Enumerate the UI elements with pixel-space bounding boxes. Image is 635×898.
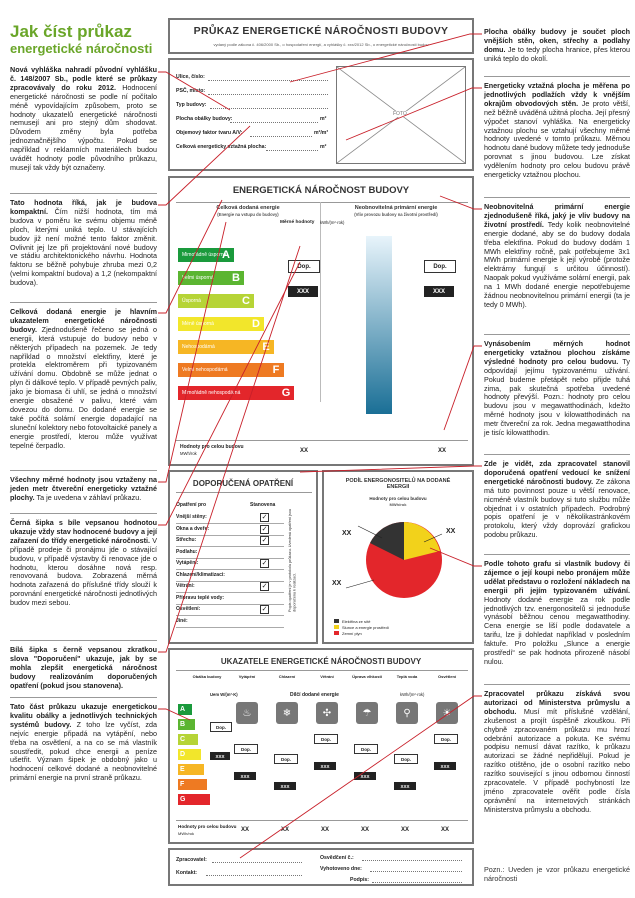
certificate-sheet (168, 18, 474, 883)
certificate-footer (168, 848, 474, 886)
footer-date-label: Vyhotoveno dne: (320, 866, 362, 872)
indicator-icon-6: ☀ (436, 702, 458, 724)
indicator-total-5: XX (401, 827, 410, 833)
class-letter-d: D (252, 318, 260, 330)
indicator-icon-2: ❄ (276, 702, 298, 724)
title-line-1: Jak číst průkaz (10, 22, 132, 41)
indicator-icon-5: ⚲ (396, 702, 418, 724)
field-zip-label: PSČ, místo: (176, 88, 206, 94)
measure-check-1: ✓ (261, 525, 268, 533)
left-note-4: Všechny měrné hodnoty jsou vztaženy na jeden metr čtvereční energeticky vztažné plochy. Ta je uvedena v záhlaví průkazu. (10, 475, 157, 502)
measure-check-8: ✓ (261, 606, 268, 613)
left-note-6: Bílá šipka s černě vepsanou zkratkou slova "Doporučení" ukazuje, jak by se mohla zlepšit energetická náročnost budovy realizováním doporučených opatření (pokud jsou stanovena). (10, 645, 157, 690)
class-label-d: Méně úsporná (182, 321, 214, 327)
right-note-4: Vynásobením měrných hodnot energeticky vztažnou plochou získáme výsledné hodnoty pro celou budovu. Ty odpovídají jejímu typizovanému užívání. Pokud budeme přetápět nebo přijde tuhá zima, pak skutečná spotřeba uvedené hodnoty převýší. Pozn.: hodnoty pro celou budovu jsou v megawatthodinách, kdežto měrné hodnoty jsou v kilowatthodinách na metr čtvereční za rok. Jedna megawatthodina je tisíc kilowatthodin. (484, 339, 630, 438)
uem-label: Uem W/(m²·K) (210, 692, 238, 697)
indicators-total-label: Hodnoty pro celou budovu (178, 824, 237, 829)
footnote: Pozn.: Uveden je vzor průkazu energetické náročnosti (484, 865, 630, 883)
recommended-measures-panel (168, 470, 318, 644)
left-note-5: Černá šipka s bíle vepsanou hodnotou ukazuje vždy stav hodnocené budovy a její zařazení do třídy energetické náročnosti. V případě prodeje či pronájmu jde o stávající budovu, v případě výstavby či renovace jde o hodnotu, kterou dosáhne nová resp. renovovaná budova. Zobrazená měrná hodnota zařazená do příslušné třídy slouží k porovnání energetické náročnosti jednotlivých budov mezi sebou. (10, 518, 157, 608)
class-letter-c: C (242, 295, 250, 307)
measure-item-0: Vnější stěny: (176, 514, 207, 520)
field-shape-unit: m²/m³ (314, 130, 329, 136)
indicator-dop-6: Dop. (434, 734, 458, 744)
class-letter-e: E (262, 341, 270, 353)
indicator-xxx-3: XXX (314, 762, 336, 770)
indicator-xxx-4: XXX (354, 772, 376, 780)
indicators-title: UKAZATELE ENERGETICKÉ NÁROČNOSTI BUDOVY (220, 657, 422, 666)
measure-check-6: ✓ (261, 583, 268, 590)
page-title (10, 22, 160, 57)
class-arrow-e (178, 340, 274, 354)
measure-item-7: Přípravu teplé vody: (176, 594, 225, 601)
class-letter-g: G (281, 387, 291, 399)
measure-item-4: Vytápění: (176, 560, 199, 566)
measure-check-4: ✓ (261, 560, 268, 567)
class-arrow-a (178, 248, 234, 262)
indicator-dop-5: Dop. (394, 754, 418, 764)
indicator-col-3: Větrání (320, 674, 334, 679)
field-envelope-unit: m² (320, 116, 327, 122)
indicator-xxx-2: XXX (274, 782, 296, 790)
indicator-col-0: Obálka budovy (192, 674, 222, 679)
class-label-b: Velmi úsporná (182, 275, 214, 281)
indicator-col-5: Teplá voda (396, 674, 418, 679)
right-note-5: Zde je vidět, zda zpracovatel stanovil doporučená opatření vedoucí ke snížení energetické náročnosti budovy. Ze zákona má tuto povinnost pouze u větší renovace, nicméně vlastník budovy si tuto službu může objednat i v ostatních případech. Podrobný popis opatření je v několikastránkovém protokolu, který vždy doprovází grafickou podobu průkazu. (484, 459, 630, 540)
legend-gas: Zemní plyn (342, 630, 362, 636)
measure-item-8: Osvětlení: (176, 606, 201, 612)
indicators-total-unit: MWh/rok (178, 831, 194, 836)
mini-class-c: C (178, 734, 198, 745)
primary-xxx-arrow: XXX (424, 286, 454, 297)
indicator-total-4: XX (361, 827, 370, 833)
indicator-total-6: XX (441, 827, 450, 833)
class-arrow-g (178, 386, 294, 400)
share-value-solar: XX (446, 528, 456, 535)
left-note-2: Tato hodnota říká, jak je budova kompaktní. Čím nižší hodnota, tím má budova v poměru ke svému objemu méně ploch, kterými uniká teplo. U stávajících budov již není možné tento faktor změnit. Ovlivnit jej lze při projektování nové budovy ve stádiu architektonického návrhu. Hodnota faktoru se běžně pohybuje zhruba mezi 0,2 (velmi kompaktní budova) a 1,2 (nekompaktní budova). (10, 198, 157, 288)
mini-class-a: A (178, 704, 192, 715)
delivered-xxx-arrow: XXX (288, 286, 318, 297)
energy-share-sub: Hodnoty pro celou budovu (369, 496, 427, 501)
certificate-header (168, 18, 474, 54)
envelope-dop: Dop. (210, 722, 232, 732)
indicator-col-2: Chlazení (278, 674, 296, 679)
indicator-total-1: XX (241, 827, 250, 833)
indicator-xxx-1: XXX (234, 772, 256, 780)
class-label-a: Mimořádně úsporná (182, 252, 227, 258)
indicator-xxx-5: XXX (394, 782, 416, 790)
mini-class-g: G (178, 794, 210, 805)
primary-energy-gradient (366, 236, 392, 414)
certificate-title: PRŮKAZ ENERGETICKÉ NÁROČNOSTI BUDOVY (193, 25, 449, 37)
energy-share-panel (322, 470, 474, 644)
primary-energy-title: Neobnovitelná primární energie (354, 205, 438, 211)
footer-signature-label: Podpis: (350, 877, 370, 883)
indicator-dop-3: Dop. (314, 734, 338, 744)
measures-side-note: Popis opatření je v protokolu průkazu. Uvedená opatření jsou doporučena k realizaci. (288, 508, 297, 612)
measure-item-2: Střechu: (176, 537, 197, 543)
right-note-1: Plocha obálky budovy je součet ploch vnějších stěn, oken, střechy a podlahy domu. Je to tedy plocha hranice, přes kterou uniká teplo do okolí. (484, 27, 630, 63)
field-area-label: Celková energeticky vztažná plocha: (176, 144, 267, 150)
share-legend (334, 618, 389, 636)
class-arrow-f (178, 363, 284, 377)
measure-item-5: Chlazení/klimatizaci: (176, 571, 225, 578)
footer-processor-label: Zpracovatel: (176, 857, 207, 863)
left-note-7: Tato část průkazu ukazuje energetickou kvalitu obálky a jednotlivých technických systémů budovy. Z toho lze vyčíst, zda nejvíc energie připadá na vytápění, nebo třeba na osvětlení, a na co se má vlastník soustředit, pokud chce energii a peníze ušetřit. Význam šipek je obdobný jako u hodnocení celkové dodané a neobnovitelné primární energie na první straně průkazu. (10, 702, 157, 783)
measure-item-9: Jiné: (176, 617, 188, 624)
field-envelope-label: Plocha obálky budovy: (176, 116, 233, 122)
left-note-1: Nová vyhláška nahradí původní vyhlášku č. 148/2007 Sb., podle které se průkazy zpracovávaly do roku 2012. Hodnocení energetické náročnosti se podle ní počítalo méně vypovídajícím způsobem, proto se hodnoty ukazatelů energetické náročnosti nemusejí ani pro stejný dům shodovat. Důvodem změny byla potřeba jednoznačnějšího výpočtu. Pokud se například v reklamních materiálech budou uvádět hodnoty podle původního průkazu, musejí tak vždy být označeny. (10, 65, 157, 172)
field-type-label: Typ budovy: (176, 102, 207, 108)
indicators-panel (168, 648, 474, 844)
indicator-col-4: Úprava vlhkosti (352, 674, 382, 679)
building-info (168, 58, 474, 171)
legend-solar: Slunce a energie prostředí (342, 624, 389, 630)
footer-certificate-label: Osvědčení č.: (320, 855, 354, 861)
indicator-total-3: XX (321, 827, 330, 833)
class-letter-a: A (222, 249, 230, 261)
energy-performance-panel (168, 176, 474, 466)
mini-class-e: E (178, 764, 204, 775)
indicator-icon-4: ☂ (356, 702, 378, 724)
title-line-2: energetické náročnosti (10, 41, 153, 56)
partial-energy-unit: kWh/(m²·rok) (400, 692, 425, 697)
class-label-e: Nehospodárná (182, 344, 215, 350)
indicator-col-6: Osvětlení (437, 674, 456, 679)
measure-item-6: Větrání: (176, 583, 195, 589)
indicator-icon-3: ✣ (316, 702, 338, 724)
measure-item-3: Podlahu: (176, 548, 198, 555)
footer-contact-label: Kontakt: (176, 870, 198, 876)
delivered-energy-title: Celková dodaná energie (216, 205, 280, 211)
whole-building-label: Hodnoty pro celou budovu (180, 444, 244, 450)
right-note-6: Podle tohoto grafu si vlastník budovy či zájemce o její koupi nebo pronájem může udělat představu o rozložení nákladech na energii při jejím typizovaném užívání. Hodnoty dodané energie za rok podle jednotlivých tzv. energonositelů si jednoduše vynásobí běžnou cenou megawatthodiny. Cena energie se liší podle dodavatele a tarifu, lze ji dohledat například v posledním faktuře. Pro položku „Slunce a energie prostředí“ se pak hodnota přirozeně násobí nulou. (484, 559, 630, 666)
delivered-energy-sub: (Energie na vstupu do budovy) (217, 212, 279, 217)
delivered-dop-arrow: Dop. (288, 260, 320, 273)
energy-share-pie (324, 508, 476, 618)
photo-placeholder (336, 66, 466, 164)
indicator-icon-1: ♨ (236, 702, 258, 724)
whole-building-primary: XX (438, 448, 447, 454)
measures-stated-header: Stanovena (250, 502, 276, 508)
specific-values-unit: kWh/(m²·rok) (320, 220, 345, 225)
right-note-2: Energeticky vztažná plocha je měřena po jednotlivých podlažích vždy k vnějším okrajům obvodových stěn. Je proto větší, než běžně uváděná užitná plocha. Její přesný výpočet stanoví vyhláška. Na energeticky vztažnou plochu se vztahují všechny měrné hodnoty uvedené v tomto průkazu. Měrnou hodnotu dané budovy můžete tedy jednoduše porovnat s jinou budovou. Lze získat vydělením hodnoty pro celou budovu právě energeticky vztažnou plochou. (484, 81, 631, 180)
class-arrow-b (178, 271, 244, 285)
class-letter-f: F (272, 364, 280, 376)
right-note-7: Zpracovatel průkazu získává svou autorizaci od Ministerstva průmyslu a obchodu. Musí mít příslušné vzdělání, zkušenost a projít úspěšně zkouškou. Při chybně zpracovaném průkazu mu hrozí odebrání autorizace a pokuta. Ke svému podpisu nemusí dávat razítko, k průkazu autorizaci se žádné nepřidělují. Pokud je razítko otištěno, jde o osobní razítko nebo razítko související s jinou odbornou činností zpracovatele. V případě pochybností lze jméno zpracovatele ověřit podle čísla oprávnění na internetových stránkách Ministerstva průmyslu a obchodu. (484, 689, 630, 814)
energy-share-title: PODÍL ENERGONOSITELŮ NA DODANÉ ENERGII (345, 478, 451, 490)
measure-check-2: ✓ (261, 537, 268, 544)
indicator-xxx-6: XXX (434, 762, 456, 770)
indicator-dop-4: Dop. (354, 744, 378, 754)
field-street-label: Ulice, číslo: (176, 74, 205, 80)
class-label-c: Úsporná (182, 298, 201, 304)
whole-building-unit: MWh/rok (180, 451, 197, 456)
class-label-g: Mimořádně nehospodárná (182, 390, 241, 396)
class-label-f: Velmi nehospodárná (182, 367, 228, 373)
partial-energy-label: Dílčí dodané energie (290, 692, 339, 698)
indicator-dop-2: Dop. (274, 754, 298, 764)
photo-label: FOTO (393, 111, 407, 117)
specific-values-label: Měrné hodnoty (280, 220, 315, 225)
primary-dop-arrow: Dop. (424, 260, 456, 273)
certificate-subtitle: vydaný podle zákona č. 406/2000 Sb., o hospodaření energií, a vyhlášky č. xxx/2012 Sb., o energetické náročnosti budov (213, 42, 429, 47)
envelope-xxx: XXX (210, 752, 230, 760)
energy-share-unit: MWh/rok (389, 502, 407, 507)
class-letter-b: B (232, 272, 240, 284)
legend-electricity: Elektřina ze sítě (342, 618, 371, 624)
field-area-unit: m² (320, 144, 327, 150)
class-arrow-d (178, 317, 264, 331)
mini-class-f: F (178, 779, 207, 790)
measure-item-1: Okna a dveře: (176, 525, 210, 532)
measure-check-0: ✓ (261, 514, 268, 521)
indicator-total-2: XX (281, 827, 290, 833)
indicator-col-1: Vytápění (238, 674, 256, 679)
left-note-3: Celková dodaná energie je hlavním ukazatelem energetické náročnosti budovy. Zjednodušeně řečeno se jedná o energii, která vstupuje do budovy nebo v některých případech na pozemek. Je tedy například o množství elektřiny, které je protekla elektroměrem při typizovaném užívání domu. Obdobně se může jednat o plyn či dálkové teplo. V případě pevných paliv, jako je biomasa či uhlí, se jedná o množství energie obsažené v palivu, které vám dovezou do domu. Do dodané energie se také počítá solární energie dopadající na sluneční kolektory nebo fotovoltaické panely a energie prostředí, kterou může využívat tepelné čerpadlo. (10, 307, 157, 450)
measures-col-header: Opatření pro (176, 502, 207, 508)
whole-building-delivered: XX (300, 448, 309, 454)
primary-energy-sub: (Vliv provozu budovy na životní prostředí) (354, 212, 438, 217)
recommended-title: DOPORUČENÁ OPATŘENÍ (192, 479, 294, 488)
field-shape-label: Objemový faktor tvaru A/V: (176, 130, 243, 136)
energy-performance-title: ENERGETICKÁ NÁROČNOST BUDOVY (232, 185, 410, 196)
mini-class-b: B (178, 719, 195, 730)
class-arrow-c (178, 294, 254, 308)
right-note-3: Neobnovitelná primární energie zjednodušeně říká, jaký je vliv budovy na životní prostředí. Tedy kolik neobnovitelné energie dodané, aby se do budovy dodala třeba elektřina. Pokud do budovy dodám 1 MWh elektřiny ročně, pak potřebujeme 3x1 MWh primární energie k její výrobě (protože elektrárny fungují s určitou účinností). Naopak pokud využíváme solární energii, pak na 1 MWh dodané energie nepotřebujeme žádnou neobnovitelnou primární energii (ta je tedy 0 MWh). (484, 202, 631, 309)
share-value-electricity: XX (342, 530, 352, 537)
indicator-dop-1: Dop. (234, 744, 258, 754)
share-value-gas: XX (332, 580, 342, 587)
mini-class-d: D (178, 749, 201, 760)
